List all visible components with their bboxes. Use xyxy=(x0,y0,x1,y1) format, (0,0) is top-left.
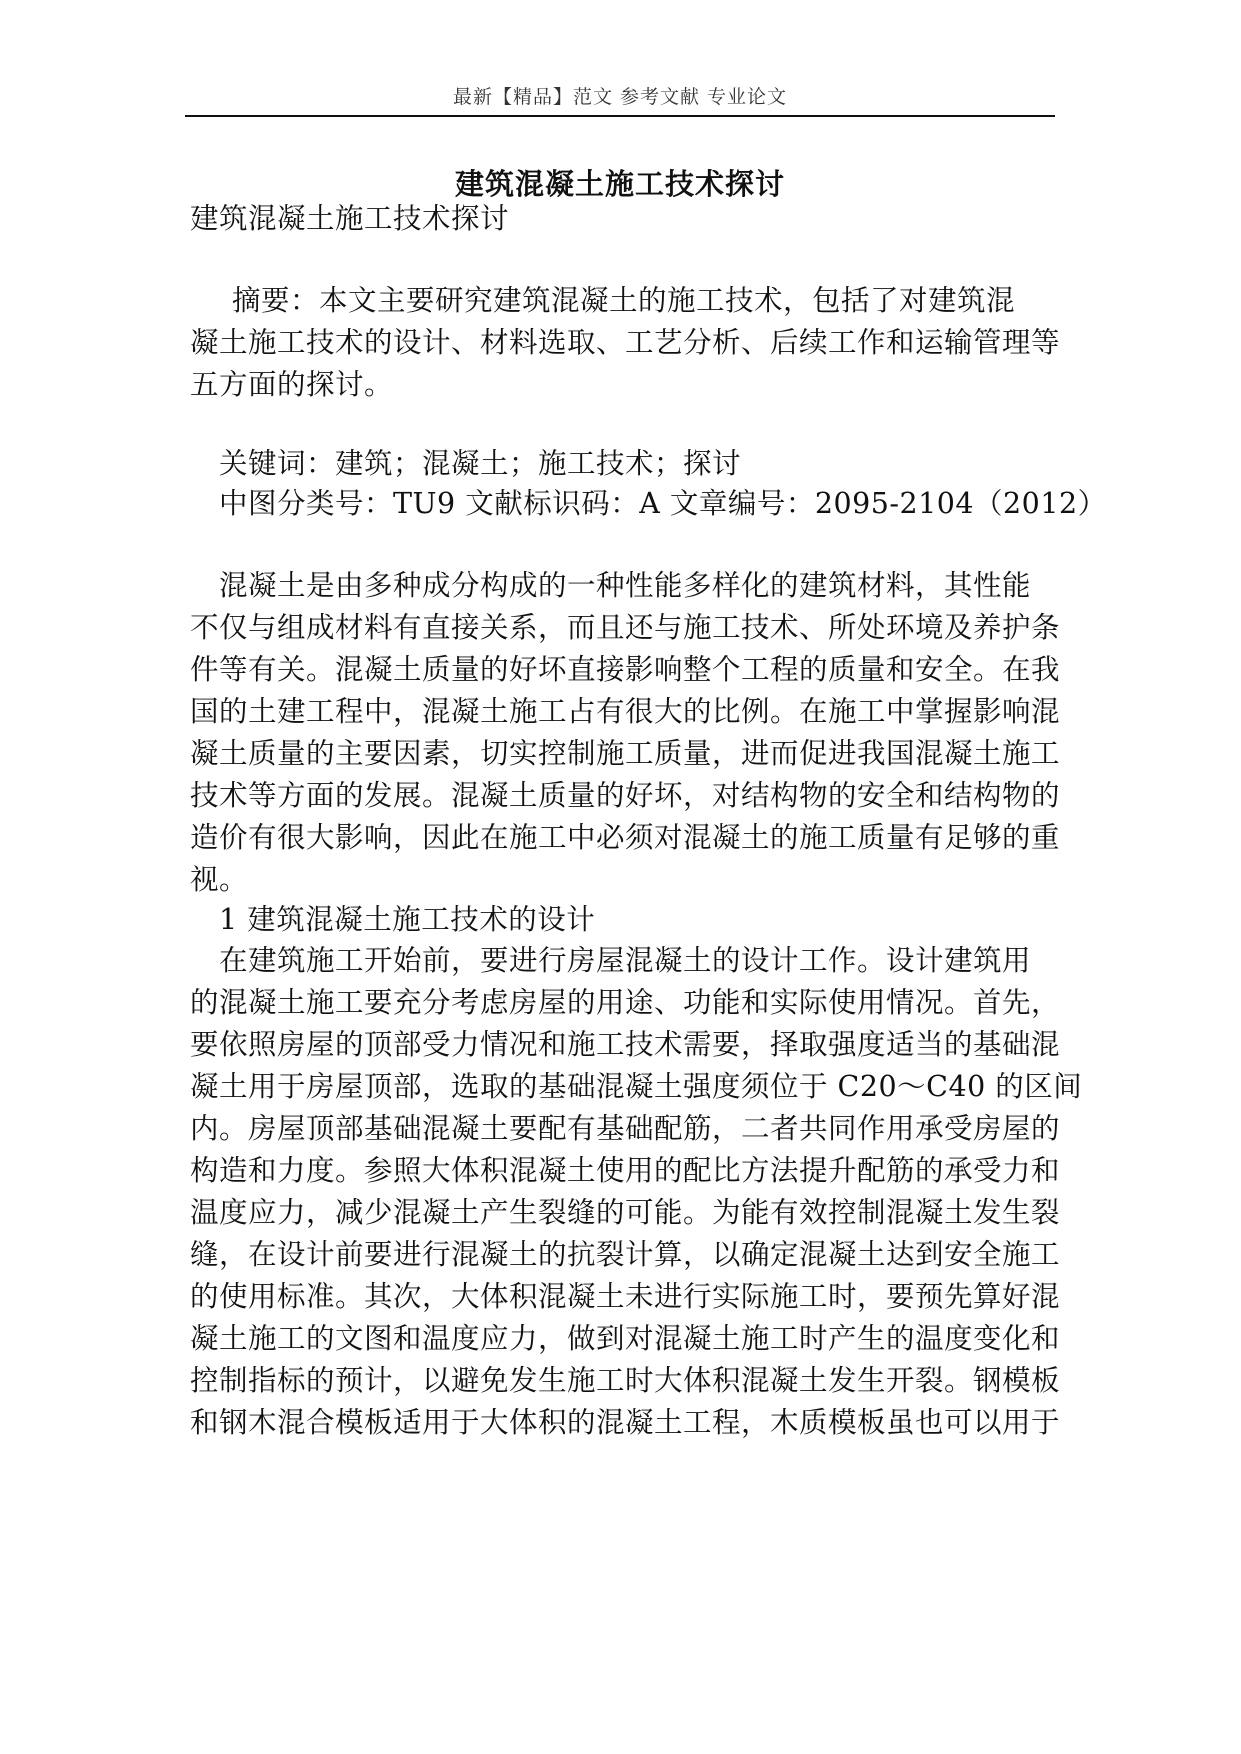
body-line: 控制指标的预计，以避免发生施工时大体积混凝土发生开裂。钢模板 xyxy=(190,1364,1061,1397)
body-line: 温度应力，减少混凝土产生裂缝的可能。为能有效控制混凝土发生裂 xyxy=(190,1196,1061,1229)
header-divider xyxy=(185,115,1055,117)
body-line: 缝，在设计前要进行混凝土的抗裂计算，以确定混凝土达到安全施工 xyxy=(190,1238,1061,1271)
body-line: 的使用标准。其次，大体积混凝土未进行实际施工时，要预先算好混 xyxy=(190,1280,1061,1313)
intro-line: 混凝土是由多种成分构成的一种性能多样化的建筑材料，其性能 xyxy=(219,569,1032,602)
body-line: 和钢木混合模板适用于大体积的混凝土工程，木质模板虽也可以用于 xyxy=(190,1406,1061,1439)
body-line: 构造和力度。参照大体积混凝土使用的配比方法提升配筋的承受力和 xyxy=(190,1154,1061,1187)
keywords-line: 关键词：建筑；混凝土；施工技术；探讨 xyxy=(219,447,742,480)
body-line: 内。房屋顶部基础混凝土要配有基础配筋，二者共同作用承受房屋的 xyxy=(190,1112,1061,1145)
intro-line: 国的土建工程中，混凝土施工占有很大的比例。在施工中掌握影响混 xyxy=(190,695,1061,728)
body-line: 在建筑施工开始前，要进行房屋混凝土的设计工作。设计建筑用 xyxy=(219,944,1032,977)
abstract-line: 摘要：本文主要研究建筑混凝土的施工技术，包括了对建筑混 xyxy=(232,284,1016,317)
intro-line: 技术等方面的发展。混凝土质量的好坏，对结构物的安全和结构物的 xyxy=(190,779,1061,812)
intro-line: 视。 xyxy=(190,863,249,896)
intro-line: 不仅与组成材料有直接关系，而且还与施工技术、所处环境及养护条 xyxy=(190,611,1061,644)
intro-line: 造价有很大影响，因此在施工中必须对混凝土的施工质量有足够的重 xyxy=(190,821,1061,854)
body-line: 要依照房屋的顶部受力情况和施工技术需要，择取强度适当的基础混 xyxy=(190,1028,1061,1061)
body-line: 凝土施工的文图和温度应力，做到对混凝土施工时产生的温度变化和 xyxy=(190,1322,1061,1355)
document-title: 建筑混凝土施工技术探讨 xyxy=(454,167,785,201)
body-line: 的混凝土施工要充分考虑房屋的用途、功能和实际使用情况。首先， xyxy=(190,986,1061,1019)
article-subtitle: 建筑混凝土施工技术探讨 xyxy=(190,202,510,235)
section-heading: 1 建筑混凝土施工技术的设计 xyxy=(219,903,596,936)
intro-line: 凝土质量的主要因素，切实控制施工质量，进而促进我国混凝土施工 xyxy=(190,737,1061,770)
abstract-line: 五方面的探讨。 xyxy=(190,368,394,401)
intro-line: 件等有关。混凝土质量的好坏直接影响整个工程的质量和安全。在我 xyxy=(190,653,1061,686)
classification-line: 中图分类号：TU9 文献标识码：A 文章编号：2095-2104（2012） xyxy=(219,487,1107,520)
body-line: 凝土用于房屋顶部，选取的基础混凝土强度须位于 C20～C40 的区间 xyxy=(190,1070,1083,1103)
page-header: 最新【精品】范文 参考文献 专业论文 xyxy=(452,86,788,108)
abstract-line: 凝土施工技术的设计、材料选取、工艺分析、后续工作和运输管理等 xyxy=(190,326,1061,359)
